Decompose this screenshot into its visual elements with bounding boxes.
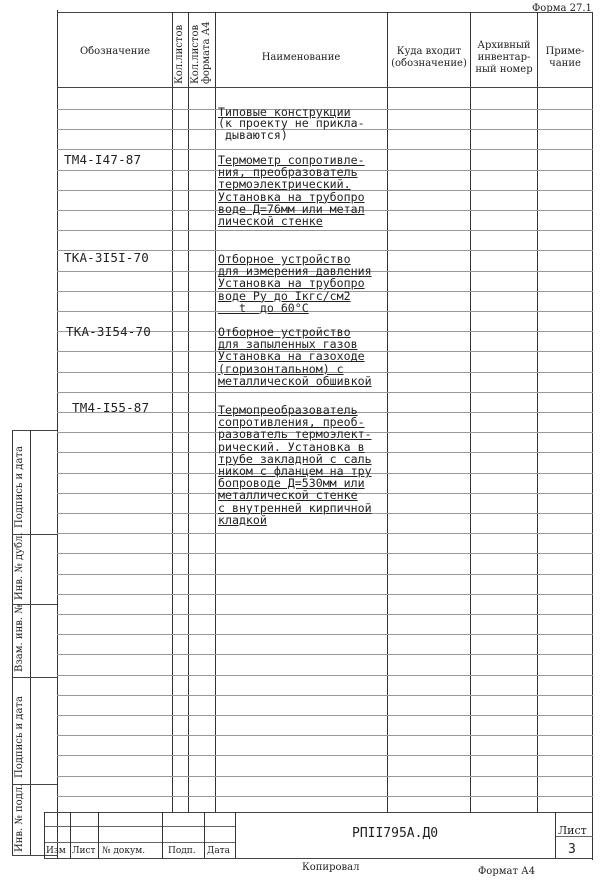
stamp-col bbox=[70, 812, 71, 858]
side-orig-inv: Инв. № подл. bbox=[14, 783, 25, 852]
footer-copied: Копировал bbox=[302, 862, 360, 873]
row-name: Отборное устройство для запыленных газов Установка на газоходе (горизонтальном) с металлической обшивкой bbox=[218, 325, 372, 388]
row-rule bbox=[57, 675, 593, 676]
section-subtitle: (к проекту не прикла- дываются) bbox=[218, 116, 365, 143]
row-rule bbox=[57, 230, 593, 231]
stamp-col-sign: Подп. bbox=[168, 846, 196, 856]
stamp-doc-code: РПII795А.Д0 bbox=[352, 826, 439, 841]
frame-top bbox=[57, 12, 593, 13]
header-where-used: Куда входит (обозначение) bbox=[391, 46, 467, 69]
stamp-col-change: Изм bbox=[46, 846, 66, 856]
row-name: Термопреобразователь сопротивления, преоб- разователь термоэлект- рический. Установка в трубе закладной с саль ником с фланцем на тру бопроводе Д=530мм или металлической стенке с внутренней кирпичной кладкой bbox=[218, 403, 372, 527]
stamp-col bbox=[162, 812, 163, 858]
footer-format: Формат А4 bbox=[478, 866, 536, 877]
stamp-col-date: Дата bbox=[207, 846, 231, 856]
row-name: Отборное устройство для измерения давления Установка на трубопро воде Ру до Iкгс/см2 t до 60°С bbox=[218, 252, 372, 315]
header-note: Приме-чание bbox=[545, 46, 585, 69]
row-rule bbox=[57, 654, 593, 655]
row-rule bbox=[57, 715, 593, 716]
side-replace-inv: Взам. инв. № bbox=[14, 604, 25, 672]
header-designation: Обозначение bbox=[79, 46, 151, 57]
row-code: ТМ4-I47-87 bbox=[64, 152, 142, 167]
row-rule bbox=[57, 776, 593, 777]
section-title: Типовые конструкции bbox=[218, 105, 351, 119]
row-rule bbox=[57, 755, 593, 756]
row-rule bbox=[57, 594, 593, 595]
stamp-row bbox=[44, 826, 235, 827]
side-strip-mid bbox=[30, 430, 31, 855]
stamp-sheet-number: 3 bbox=[568, 842, 576, 857]
side-sign-date-bottom: Подпись и дата bbox=[14, 696, 25, 778]
stamp-bottom bbox=[44, 858, 593, 859]
side-sign-date-top: Подпись и дата bbox=[14, 446, 25, 528]
header-bottom bbox=[57, 87, 593, 88]
row-rule bbox=[57, 614, 593, 615]
form-label: Форма 27.1 bbox=[532, 3, 592, 14]
row-rule bbox=[57, 553, 593, 554]
row-name: Термометр сопротивле- ния, преобразователь термоэлектрический. Установка на трубопро воде Д=76мм или метал лической стенке bbox=[218, 153, 365, 229]
row-rule bbox=[57, 735, 593, 736]
stamp-col bbox=[235, 812, 236, 858]
side-sep bbox=[12, 677, 57, 678]
side-strip-left bbox=[12, 430, 13, 855]
row-rule bbox=[57, 533, 593, 534]
stamp-top bbox=[44, 812, 593, 813]
side-dup-inv: Инв. № дубл. bbox=[14, 532, 25, 600]
stamp-col bbox=[44, 812, 45, 858]
row-code: ТКА-3I5I-70 bbox=[64, 250, 149, 265]
header-name: Наименование bbox=[261, 52, 341, 63]
stamp-sheet-label: Лист bbox=[558, 824, 587, 837]
frame-right bbox=[592, 12, 593, 860]
stamp-col bbox=[98, 812, 99, 858]
stamp-row bbox=[44, 842, 235, 843]
stamp-col-sheet: Лист bbox=[72, 846, 96, 856]
header-a4-format: Кол.листов формата А4 bbox=[190, 21, 212, 84]
stamp-col-docno: № докум. bbox=[102, 846, 146, 856]
header-sheets-count: Кол.листов bbox=[174, 24, 185, 84]
row-code: ТКА-3I54-70 bbox=[66, 324, 151, 339]
header-archive-no: Архивный инвентар-ный номер bbox=[475, 40, 533, 75]
row-rule bbox=[57, 574, 593, 575]
frame-left bbox=[57, 10, 58, 858]
stamp-col bbox=[204, 812, 205, 858]
row-rule bbox=[57, 796, 593, 797]
row-code: ТМ4-I55-87 bbox=[72, 400, 150, 415]
side-sep bbox=[12, 430, 57, 431]
row-rule bbox=[57, 392, 593, 393]
row-rule bbox=[57, 149, 593, 150]
row-rule bbox=[57, 695, 593, 696]
row-rule bbox=[57, 634, 593, 635]
stamp-col bbox=[555, 812, 556, 858]
